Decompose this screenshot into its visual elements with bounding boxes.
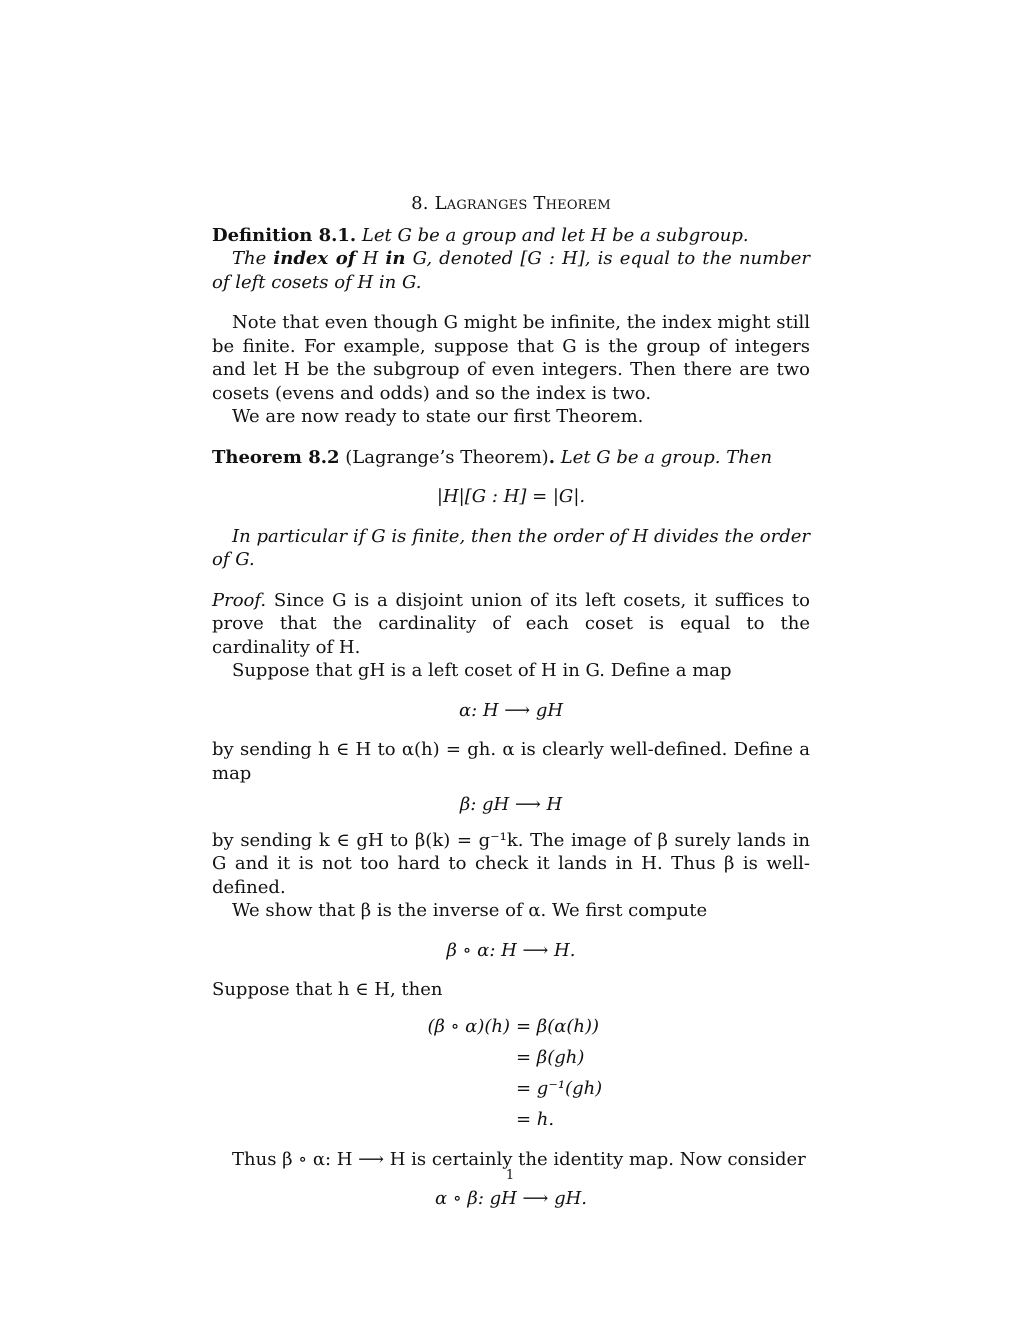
equation-rhs: = h. <box>516 1109 555 1131</box>
equation-rhs: = β(α(h)) <box>516 1016 600 1038</box>
proof-paragraph-5: We show that β is the inverse of α. We first compute <box>232 900 708 921</box>
theorem-formula: |H|[G : H] = |G|. <box>436 486 586 507</box>
equation-row <box>212 1105 810 1136</box>
page-number: 1 <box>505 1168 515 1183</box>
equation-rhs: = β(gh) <box>516 1047 585 1069</box>
note-paragraph: Note that even though G might be infinite, the index might still be finite. For example, suppose that G is the group of integers and let H be the subgroup of even integers. Then there are two cosets (evens and odds) and so the index is two. <box>212 312 810 404</box>
section-title <box>212 192 810 216</box>
equation-lhs: (β ∘ α)(h) <box>427 1016 510 1038</box>
definition-post: G, denoted [G : H], is equal to the number of left cosets of H in G. <box>212 248 810 293</box>
theorem-statement: Let G be a group. Then <box>560 446 773 468</box>
equation-row <box>212 1012 810 1043</box>
proof-paragraph-2: Suppose that gH is a left coset of H in G. Define a map <box>232 660 732 681</box>
definition-block <box>212 224 810 248</box>
proof-paragraph-1 <box>212 589 810 660</box>
definition-term1: index of <box>273 248 356 269</box>
map-alpha: α: H ⟶ gH <box>458 699 564 721</box>
proof-paragraph-6: Suppose that h ∈ H, then <box>212 979 443 1000</box>
proof-label: Proof. <box>212 589 267 611</box>
theorem-name: (Lagrange’s Theorem) <box>345 446 549 468</box>
map-beta: β: gH ⟶ H <box>459 794 563 815</box>
theorem-label: Theorem 8.2 <box>212 446 340 468</box>
map-composition: β ∘ α: H ⟶ H. <box>446 939 576 961</box>
equation-row <box>212 1043 810 1074</box>
section-number: 8. <box>411 193 429 214</box>
definition-term-mid: H <box>362 248 379 269</box>
definition-body <box>212 247 810 294</box>
proof-paragraph-7: Thus β ∘ α: H ⟶ H is certainly the identity map. Now consider <box>232 1148 806 1170</box>
definition-pre: The <box>232 248 267 269</box>
definition-term2: in <box>385 248 406 269</box>
document-page <box>212 192 810 1211</box>
section-name: Lagranges Theorem <box>434 193 611 214</box>
map-composition-2: α ∘ β: gH ⟶ gH. <box>434 1188 588 1209</box>
theorem-corollary: In particular if G is finite, then the order of H divides the order of G. <box>212 525 810 570</box>
proof-paragraph-3: by sending h ∈ H to α(h) = gh. α is clearly well-defined. Define a map <box>212 739 810 784</box>
definition-line1: Let G be a group and let H be a subgroup. <box>361 224 749 246</box>
note-paragraph-2: We are now ready to state our first Theorem. <box>232 406 644 427</box>
proof-text-1: Since G is a disjoint union of its left cosets, it suffices to prove that the cardinality of each coset is equal to the cardinality of H. <box>212 589 810 658</box>
equation-rhs: = g⁻¹(gh) <box>516 1078 603 1100</box>
theorem-block: Theorem 8.2 (Lagrange’s Theorem). Let G be a group. Then <box>212 446 773 468</box>
aligned-equations <box>212 1012 810 1136</box>
definition-label: Definition 8.1. <box>212 224 357 246</box>
proof-paragraph-4: by sending k ∈ gH to β(k) = g⁻¹k. The image of β surely lands in G and it is not too hard to check it lands in H. Thus β is well-defined. <box>212 829 810 898</box>
equation-row <box>212 1074 810 1105</box>
